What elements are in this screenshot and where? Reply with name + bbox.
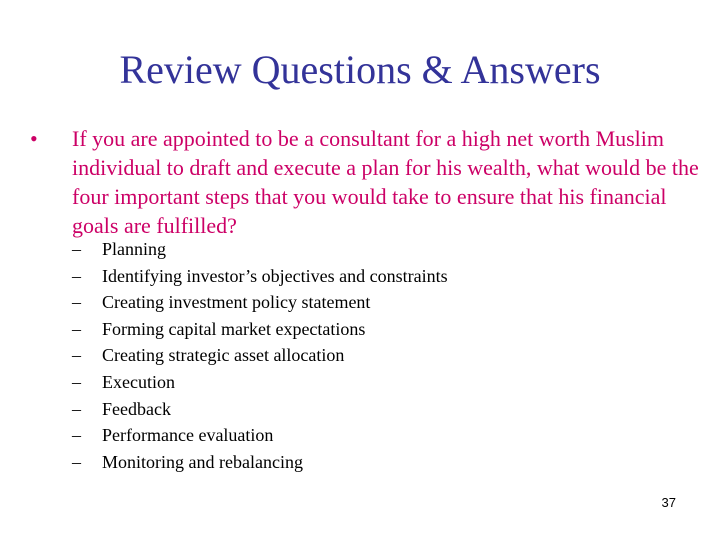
bullet-icon: • <box>30 126 38 151</box>
dash-icon: – <box>72 292 81 313</box>
answer-text: Feedback <box>102 398 171 419</box>
answer-list <box>72 236 672 475</box>
answer-text: Performance evaluation <box>102 425 274 446</box>
dash-icon: – <box>72 425 81 446</box>
dash-icon: – <box>72 451 81 472</box>
answer-text: Forming capital market expectations <box>102 318 366 339</box>
answer-item <box>72 369 672 396</box>
slide-title: Review Questions & Answers <box>119 47 601 92</box>
dash-icon: – <box>72 398 81 419</box>
answer-text: Creating strategic asset allocation <box>102 345 345 366</box>
page-number: 37 <box>661 495 676 510</box>
answer-text: Monitoring and rebalancing <box>102 451 303 472</box>
answer-item <box>72 316 672 343</box>
answer-item <box>72 422 672 449</box>
answer-item <box>72 263 672 290</box>
dash-icon: – <box>72 371 81 392</box>
answer-item <box>72 449 672 476</box>
answer-text: Identifying investor’s objectives and constraints <box>102 265 448 286</box>
dash-icon: – <box>72 318 81 339</box>
answer-text: Creating investment policy statement <box>102 292 371 313</box>
question-text: If you are appointed to be a consultant for a high net worth Muslim individual to draft and execute a plan for his wealth, what would be the four important steps that you would take to ensure that his financial goals are fulfilled? <box>72 126 699 238</box>
question-bullet-item <box>28 124 708 240</box>
answer-text: Execution <box>102 371 175 392</box>
dash-icon: – <box>72 345 81 366</box>
dash-icon: – <box>72 239 81 259</box>
answer-text: Planning <box>102 239 167 259</box>
answer-item <box>72 236 672 263</box>
answer-item <box>72 342 672 369</box>
answer-item <box>72 396 672 423</box>
answer-item <box>72 289 672 316</box>
dash-icon: – <box>72 265 81 286</box>
